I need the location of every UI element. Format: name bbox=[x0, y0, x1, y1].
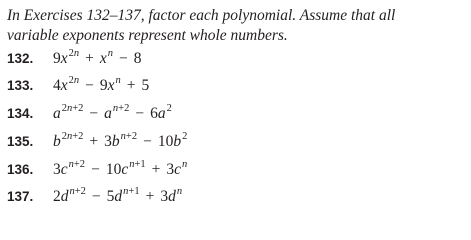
exercise-136 bbox=[7, 157, 187, 183]
instructions bbox=[7, 6, 467, 46]
exercise-135 bbox=[7, 129, 187, 155]
exercise-number: 135. bbox=[7, 134, 34, 149]
exercise-133 bbox=[7, 73, 149, 99]
polynomial-expression: $2d^{n+2} - 5d^{n+1} + 3d^n$ bbox=[53, 186, 183, 205]
exercise-number: 133. bbox=[7, 78, 34, 93]
exercise-number: 132. bbox=[7, 51, 34, 66]
polynomial-expression: $9x^{2n} + x^n - 8$ bbox=[53, 48, 142, 67]
exercise-number: 134. bbox=[7, 106, 34, 121]
exercise-number: 137. bbox=[7, 189, 34, 204]
polynomial-expression: $3c^{n+2} - 10c^{n+1} + 3c^n$ bbox=[53, 159, 188, 178]
instruction-line-1: In Exercises 132–137, factor each polynomial. Assume that all bbox=[7, 7, 396, 24]
polynomial-expression: $a^{2n+2} - a^{n+2} - 6a^2$ bbox=[53, 103, 172, 122]
instruction-line-2: variable exponents represent whole numbers. bbox=[7, 27, 288, 44]
exercise-134 bbox=[7, 101, 172, 127]
polynomial-expression: $b^{2n+2} + 3b^{n+2} - 10b^2$ bbox=[53, 131, 188, 150]
exercise-137 bbox=[7, 184, 182, 210]
polynomial-expression: $4x^{2n} - 9x^n + 5$ bbox=[53, 75, 150, 94]
exercise-number: 136. bbox=[7, 162, 34, 177]
exercise-132 bbox=[7, 46, 142, 72]
